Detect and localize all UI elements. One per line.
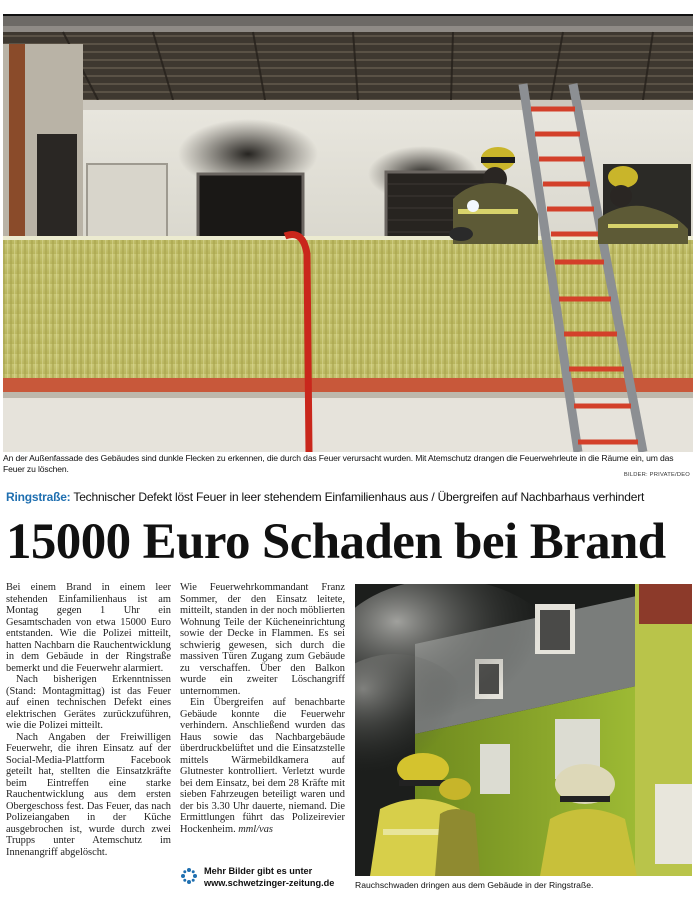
top-photo [3,14,693,452]
photo-credit: BILDER: PRIVATE/DEO [623,472,690,478]
paragraph: Nach bisherigen Erkenntnissen (Stand: Montagmittag) ist das Feuer auf einen technischen Defekt eines elektrischen Gerätes zurückzuführen, wie die Polizei mitteilt. [6,674,171,731]
article-column-1 [6,582,171,858]
more-pictures-line1: Mehr Bilder gibt es unter [204,866,313,876]
author-initials: mml/vas [238,823,273,835]
paragraph-text: Ein Übergreifen auf benachbarte Gebäude konnte die Feuerwehr verhindern. Anschließend wurden das Haus sowie das Nachbargebäude überdruckbelüftet und die Einsatzstelle mittels Wärmebildkamera auf Glutnester kontrolliert. Verletzt wurde bei dem Einsatz, bei dem 28 Kräfte mit sieben Fahrzeugen beteiligt waren und der bis 3.30 Uhr dauerte, niemand. Die Ermittlungen führt das Polizeirevier Hockenheim. [180,697,345,835]
paragraph [180,697,345,835]
more-pictures-box [180,864,350,894]
smoke-house-photo [355,584,692,876]
more-pictures-text [204,866,354,889]
kicker [6,490,690,505]
paragraph: Bei einem Brand in einem leer stehenden Einfamilienhaus ist am Montag gegen 1 Uhr ein Gesamtschaden von etwa 15000 Euro entstanden. Wie die Polizei mitteilt, hatten Nachbarn die Rauchentwicklung in dem Gebäude in der Ringstraße bemerkt und die Feuerwehr alarmiert. [6,582,171,674]
headline: 15000 Euro Schaden bei Brand [6,514,666,570]
paragraph: Nach Angaben der Freiwilligen Feuerwehr, die ihren Einsatz auf der Social-Media-Plattform Facebook geteilt hat, stellten die Einsatzkräfte beim Eintreffen eine starke Rauchentwicklung aus dem ersten Obergeschoss fest. Das Feuer, das nach Polizeiangaben in der Küche ausgebrochen ist, wurde durch zwei Trupps unter Atemschutz im Innenangriff abgelöscht. [6,731,171,858]
balcony-fire-photo [3,14,693,452]
kicker-text: Technischer Defekt löst Feuer in leer stehendem Einfamilienhaus aus / Übergreifen auf Nachbarhaus verhindert [70,490,645,504]
kicker-label: Ringstraße: [6,490,71,504]
article-column-2 [180,582,345,835]
website-link[interactable]: www.schwetzinger-zeitung.de [204,877,335,888]
bottom-photo [355,584,692,876]
top-photo-caption: An der Außenfassade des Gebäudes sind dunkle Flecken zu erkennen, die durch das Feuer verursacht wurden. Mit Atemschutz drangen die Feuerwehrleute in die Räume ein, um das Feuer zu löschen. [3,453,674,474]
paragraph: Wie Feuerwehrkommandant Franz Sommer, der den Einsatz leitete, mitteilt, standen in der noch möblierten Wohnung Teile der Kücheneinrichtung sowie der Decke in Flammen. Es sei schwierig gewesen, sich durch die massiven Türen Zugang zum Gebäude zu verschaffen. Über den Balkon wurde ein zweiter Löschangriff unternommen. [180,582,345,697]
bottom-photo-caption: Rauchschwaden dringen aus dem Gebäude in der Ringstraße. [355,880,594,890]
photo-gallery-icon [180,867,198,885]
